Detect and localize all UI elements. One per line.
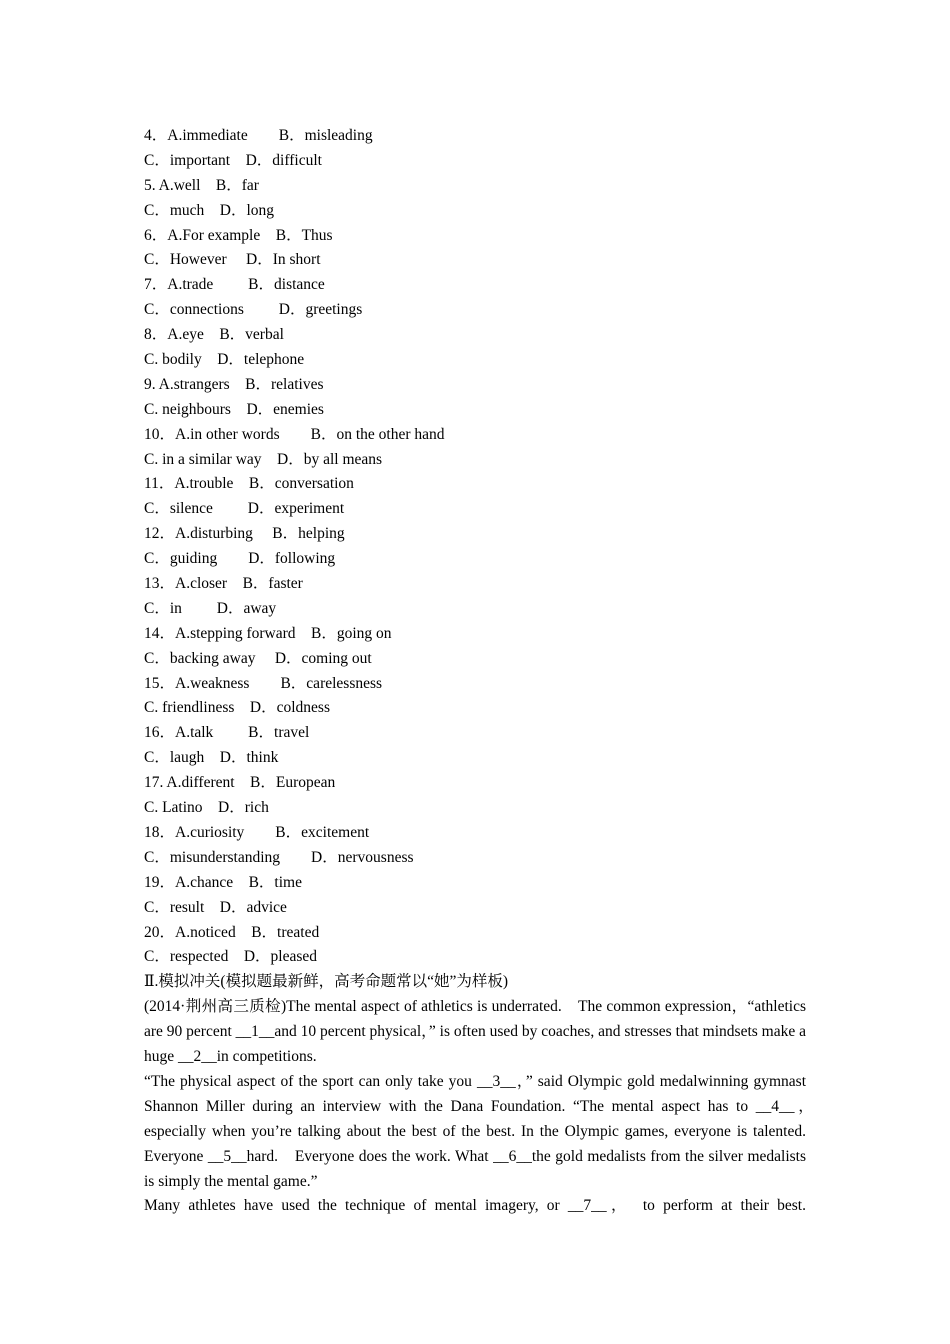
option-line: C．silence D．experiment bbox=[144, 500, 345, 518]
passage-paragraph-2: “The physical aspect of the sport can only take you __3__，” said Olympic gold medalwinning gymnast Shannon Miller during an interview with the Dana Foundation. “The mental aspect has to __4__， especially when you’re talking about the best of the best. In the Olympic games, everyone is talented. Everyone __5__hard. Everyone does the work. What __6__the gold medalists from the silver medalists is simply the mental game.” bbox=[144, 1072, 822, 1190]
option-line: C．guiding D．following bbox=[144, 550, 336, 568]
section-heading: Ⅱ.模拟冲关(模拟题最新鲜，高考命题常以“她”为样板) bbox=[144, 973, 508, 991]
cloze-options-list bbox=[144, 124, 806, 970]
option-line: C．much D．long bbox=[144, 201, 275, 219]
option-line: C．result D．advice bbox=[144, 898, 287, 916]
option-line: 16．A.talk B．travel bbox=[144, 724, 310, 742]
option-line: 4．A.immediate B．misleading bbox=[144, 127, 373, 144]
document-content bbox=[144, 124, 822, 1219]
option-line: 20．A.noticed B．treated bbox=[144, 923, 320, 941]
option-line: C．laugh D．think bbox=[144, 749, 279, 767]
option-line: C. neighbours D．enemies bbox=[144, 400, 324, 418]
option-line: C．respected D．pleased bbox=[144, 948, 318, 966]
option-line: 8．A.eye B．verbal bbox=[144, 326, 284, 344]
option-line: C. bodily D．telephone bbox=[144, 351, 305, 369]
cloze-passage bbox=[144, 995, 822, 1219]
option-line: C. in a similar way D．by all means bbox=[144, 450, 383, 468]
option-line: C．connections D．greetings bbox=[144, 301, 363, 319]
option-line: 10．A.in other words B．on the other hand bbox=[144, 425, 445, 443]
passage-paragraph-3: Many athletes have used the technique of mental imagery, or __7__， to perform at their best. bbox=[144, 1197, 806, 1215]
option-line: 15．A.weakness B．carelessness bbox=[144, 674, 383, 692]
option-line: 11．A.trouble B．conversation bbox=[144, 475, 354, 493]
option-line: 14．A.stepping forward B．going on bbox=[144, 624, 392, 642]
option-line: C．in D．away bbox=[144, 599, 277, 617]
option-line: 9. A.strangers B．relatives bbox=[144, 375, 324, 393]
option-line: C．backing away D．coming out bbox=[144, 649, 372, 667]
option-line: 5. A.well B．far bbox=[144, 176, 259, 194]
option-line: C. Latino D．rich bbox=[144, 799, 269, 817]
option-line: 19．A.chance B．time bbox=[144, 873, 302, 891]
option-line: 6．A.For example B．Thus bbox=[144, 226, 333, 244]
option-line: C．important D．difficult bbox=[144, 151, 322, 169]
option-line: C．misunderstanding D．nervousness bbox=[144, 848, 414, 866]
option-line: 18．A.curiosity B．excitement bbox=[144, 823, 370, 841]
option-line: 7．A.trade B．distance bbox=[144, 276, 325, 294]
option-line: 12．A.disturbing B．helping bbox=[144, 525, 345, 543]
option-line: 13．A.closer B．faster bbox=[144, 575, 303, 593]
option-line: 17. A.different B．European bbox=[144, 774, 336, 792]
option-line: C．However D．In short bbox=[144, 251, 321, 269]
option-line: C. friendliness D．coldness bbox=[144, 699, 330, 717]
passage-paragraph-1: (2014·荆州高三质检)The mental aspect of athletics is underrated. The common expression，“athletics are 90 percent __1__and 10 percent physical，” is often used by coaches, and stresses that mindsets make a huge __2__in competitions. bbox=[144, 998, 806, 1065]
